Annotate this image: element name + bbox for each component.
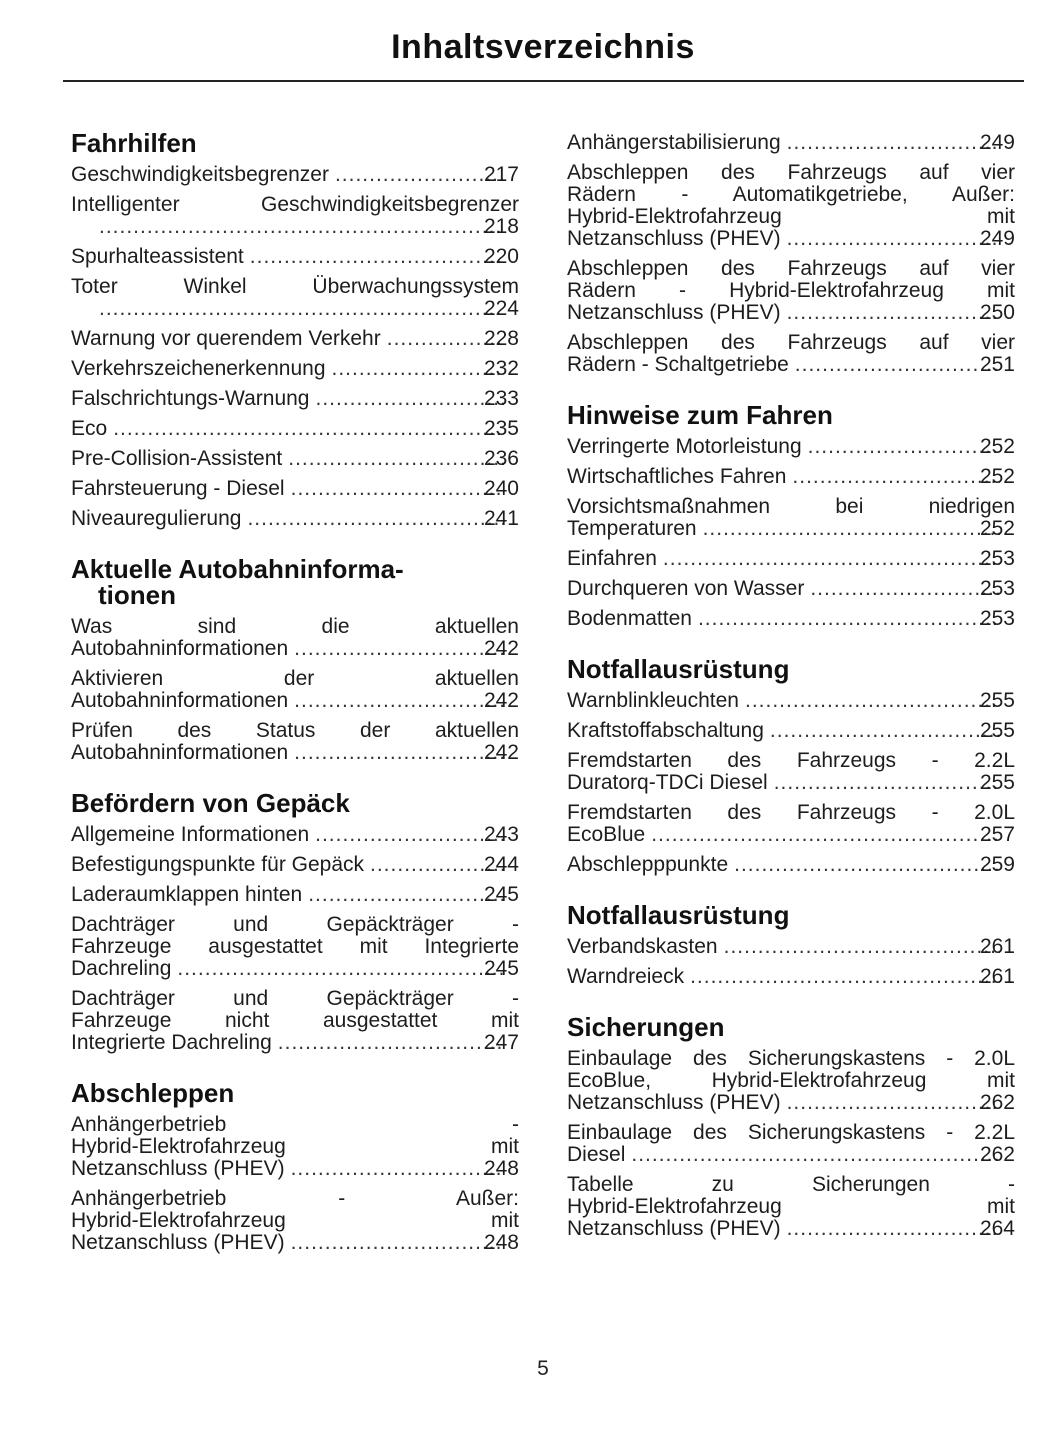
section-heading-notfallausruestung: Notfallausrüstung: [567, 654, 790, 684]
toc-entry[interactable]: [71, 824, 519, 846]
entry-last-line: [93, 216, 519, 238]
entry-title-line: Abschleppen des Fahrzeugs auf vier: [567, 257, 1015, 280]
entry-page-number: 261: [979, 965, 1015, 988]
dot-leader: [734, 854, 1000, 876]
entry-page-number: 249: [979, 131, 1015, 154]
dot-leader: [247, 508, 504, 530]
toc-section: [567, 656, 1015, 876]
entry-title-text: Duratorq-TDCi Diesel: [567, 771, 768, 794]
toc-entry[interactable]: [71, 194, 519, 238]
toc-section: [71, 1080, 519, 1254]
dot-leader: [315, 824, 504, 846]
entry-page-number: 242: [483, 637, 519, 660]
entry-last-line: [71, 417, 519, 440]
entry-page-number: 259: [979, 853, 1015, 876]
section-heading-aktuelle-autobahninforma-tionen: Aktuelle Autobahninforma- tionen: [71, 554, 404, 610]
toc-entry[interactable]: [567, 802, 1015, 846]
toc-entry[interactable]: [567, 258, 1015, 324]
entry-last-line: [567, 719, 1015, 742]
dot-leader: [99, 216, 504, 238]
section-heading-notfallausruestung: Notfallausrüstung: [567, 900, 790, 930]
entry-last-line: [71, 1031, 519, 1054]
toc-entry[interactable]: [71, 508, 519, 530]
entry-title-line: Fremdstarten des Fahrzeugs - 2.2L: [567, 749, 1015, 772]
entry-last-line: [71, 245, 519, 268]
entry-title-text: Kraftstoffabschaltung: [567, 719, 764, 742]
toc-right-column: [567, 124, 1015, 1266]
entry-title-text: Wirtschaftliches Fahren: [567, 465, 787, 488]
entry-page-number: 250: [979, 301, 1015, 324]
dot-leader: [335, 164, 504, 186]
entry-title-text: Falschrichtungs-Warnung: [71, 387, 310, 410]
dot-leader: [792, 466, 1000, 488]
entry-title-text: Niveauregulierung: [71, 507, 242, 530]
entry-last-line: [567, 1217, 1015, 1240]
toc-section: [71, 130, 519, 530]
dot-leader: [774, 772, 1000, 794]
entry-last-line: [71, 957, 519, 980]
section-heading-abschleppen: Abschleppen: [71, 1078, 235, 1108]
entry-title-line: Hybrid-Elektrofahrzeug mit: [567, 205, 1015, 228]
toc-entry[interactable]: [567, 854, 1015, 876]
entry-page-number: 248: [483, 1157, 519, 1180]
entry-last-line: [71, 853, 519, 876]
entry-last-line: [71, 507, 519, 530]
dot-leader: [316, 388, 504, 410]
entry-title-text: Warnung vor querendem Verkehr: [71, 327, 381, 350]
dot-leader: [787, 1218, 1000, 1240]
entry-page-number: 261: [979, 935, 1015, 958]
entry-page-number: 247: [483, 1031, 519, 1054]
toc-entry[interactable]: [567, 1048, 1015, 1114]
entry-title-line: Fremdstarten des Fahrzeugs - 2.0L: [567, 801, 1015, 824]
entry-title-text: Verbandskasten: [567, 935, 718, 958]
entry-page-number: 252: [979, 517, 1015, 540]
section-heading-sicherungen: Sicherungen: [567, 1012, 725, 1042]
section-heading-fahrhilfen: Fahrhilfen: [71, 128, 197, 158]
toc-entry[interactable]: [71, 448, 519, 470]
entry-last-line: [567, 935, 1015, 958]
entry-title-text: EcoBlue: [567, 823, 646, 846]
entry-last-line: [71, 327, 519, 350]
entry-page-number: 220: [483, 245, 519, 268]
entry-title-text: Netzanschluss (PHEV): [567, 1091, 781, 1114]
entry-title-line: Prüfen des Status der aktuellen: [71, 719, 519, 742]
dot-leader: [787, 1092, 1000, 1114]
entry-page-number: 264: [979, 1217, 1015, 1240]
entry-title-text: Dachreling: [71, 957, 172, 980]
entry-title-text: Spurhalteassistent: [71, 245, 244, 268]
entry-title-line: Was sind die aktuellen: [71, 615, 519, 638]
entry-last-line: [567, 1143, 1015, 1166]
entry-title-text: Eco: [71, 417, 108, 440]
entry-title-text: Autobahninformationen: [71, 637, 289, 660]
dot-leader: [294, 742, 504, 764]
toc-entry[interactable]: [71, 720, 519, 764]
toc-entry[interactable]: [567, 1174, 1015, 1240]
entry-last-line: [567, 577, 1015, 600]
dot-leader: [663, 548, 1000, 570]
dot-leader: [278, 1032, 504, 1054]
entry-title-text: Warnblinkleuchten: [567, 689, 739, 712]
entry-page-number: 217: [483, 163, 519, 186]
entry-page-number: 233: [483, 387, 519, 410]
entry-title-text: Autobahninformationen: [71, 689, 289, 712]
entry-title-line: Toter Winkel Überwachungssystem: [71, 275, 519, 298]
entry-last-line: [567, 689, 1015, 712]
entry-last-line: [567, 301, 1015, 324]
entry-last-line: [567, 823, 1015, 846]
entry-last-line: [567, 435, 1015, 458]
entry-page-number: 251: [979, 353, 1015, 376]
entry-title-line: Anhängerbetrieb -: [71, 1113, 519, 1136]
toc-entry[interactable]: [71, 616, 519, 660]
entry-title-line: Abschleppen des Fahrzeugs auf vier: [567, 161, 1015, 184]
entry-title-text: Befestigungspunkte für Gepäck: [71, 853, 365, 876]
entry-title-line: EcoBlue, Hybrid-Elektrofahrzeug mit: [567, 1069, 1015, 1092]
dot-leader: [288, 448, 504, 470]
toc-entry[interactable]: [567, 548, 1015, 570]
entry-page-number: 249: [979, 227, 1015, 250]
entry-page-number: 224: [483, 297, 519, 320]
entry-title-text: Verkehrszeichenerkennung: [71, 357, 326, 380]
dot-leader: [651, 824, 1000, 846]
toc-entry[interactable]: [71, 884, 519, 906]
toc-section: [567, 1014, 1015, 1240]
dot-leader: [308, 884, 504, 906]
entry-title-line: Abschleppen des Fahrzeugs auf vier: [567, 331, 1015, 354]
toc-entry[interactable]: [71, 328, 519, 350]
dot-leader: [291, 478, 504, 500]
toc-entry[interactable]: [71, 246, 519, 268]
dot-leader: [631, 1144, 1000, 1166]
dot-leader: [787, 228, 1000, 250]
entry-page-number: 243: [483, 823, 519, 846]
entry-page-number: 257: [979, 823, 1015, 846]
entry-page-number: 245: [483, 883, 519, 906]
entry-last-line: [71, 477, 519, 500]
toc-entry[interactable]: [567, 750, 1015, 794]
section-heading-hinweise-zum-fahren: Hinweise zum Fahren: [567, 400, 833, 430]
toc-entry[interactable]: [71, 914, 519, 980]
entry-title-text: Verringerte Motorleistung: [567, 435, 802, 458]
toc-entry[interactable]: [71, 988, 519, 1054]
entry-title-text: Anhängerstabilisierung: [567, 131, 781, 154]
toc-entry[interactable]: [567, 690, 1015, 712]
entry-title-text: Einfahren: [567, 547, 657, 570]
entry-last-line: [71, 163, 519, 186]
toc-entry[interactable]: [71, 668, 519, 712]
entry-last-line: [567, 517, 1015, 540]
entry-title-line: Hybrid-Elektrofahrzeug mit: [71, 1135, 519, 1158]
toc-left-column: [71, 124, 519, 1280]
dot-leader: [745, 690, 1000, 712]
entry-title-line: Hybrid-Elektrofahrzeug mit: [567, 1195, 1015, 1218]
entry-last-line: [567, 131, 1015, 154]
dot-leader: [250, 246, 504, 268]
entry-title-text: Netzanschluss (PHEV): [567, 301, 781, 324]
entry-title-text: Fahrsteuerung - Diesel: [71, 477, 285, 500]
dot-leader: [332, 358, 504, 380]
entry-title-line: Fahrzeuge nicht ausgestattet mit: [71, 1009, 519, 1032]
entry-last-line: [71, 689, 519, 712]
toc-entry[interactable]: [567, 936, 1015, 958]
toc-entry[interactable]: [567, 1122, 1015, 1166]
toc-entry[interactable]: [71, 276, 519, 320]
entry-page-number: 218: [483, 215, 519, 238]
entry-title-line: Dachträger und Gepäckträger -: [71, 987, 519, 1010]
entry-page-number: 262: [979, 1091, 1015, 1114]
toc-entry[interactable]: [71, 1188, 519, 1254]
entry-title-line: Fahrzeuge ausgestattet mit Integrierte: [71, 935, 519, 958]
entry-page-number: 248: [483, 1231, 519, 1254]
dot-leader: [177, 958, 504, 980]
entry-last-line: [567, 227, 1015, 250]
entry-last-line: [567, 465, 1015, 488]
entry-title-text: Bodenmatten: [567, 607, 692, 630]
entry-last-line: [71, 741, 519, 764]
entry-last-line: [71, 447, 519, 470]
toc-entry[interactable]: [71, 854, 519, 876]
entry-page-number: 255: [979, 719, 1015, 742]
entry-page-number: 244: [483, 853, 519, 876]
entry-page-number: 255: [979, 689, 1015, 712]
title-divider: [63, 80, 1024, 82]
dot-leader: [787, 302, 1000, 324]
entry-page-number: 252: [979, 435, 1015, 458]
entry-last-line: [567, 353, 1015, 376]
entry-title-text: Pre-Collision-Assistent: [71, 447, 283, 470]
toc-section: [567, 402, 1015, 630]
entry-last-line: [71, 883, 519, 906]
entry-last-line: [567, 547, 1015, 570]
dot-leader: [294, 638, 504, 660]
entry-page-number: 253: [979, 577, 1015, 600]
entry-last-line: [71, 357, 519, 380]
entry-title-line: Vorsichtsmaßnahmen bei niedrigen: [567, 495, 1015, 518]
entry-title-text: Diesel: [567, 1143, 626, 1166]
entry-title-line: Einbaulage des Sicherungskastens - 2.2L: [567, 1121, 1015, 1144]
entry-page-number: 253: [979, 547, 1015, 570]
entry-title-text: Netzanschluss (PHEV): [567, 1217, 781, 1240]
entry-page-number: 236: [483, 447, 519, 470]
entry-title-line: Aktivieren der aktuellen: [71, 667, 519, 690]
entry-page-number: 242: [483, 741, 519, 764]
entry-title-text: Durchqueren von Wasser: [567, 577, 805, 600]
dot-leader: [808, 436, 1000, 458]
dot-leader: [703, 518, 1000, 540]
toc-section: [71, 556, 519, 764]
entry-title-text: Netzanschluss (PHEV): [71, 1157, 285, 1180]
dot-leader: [113, 418, 504, 440]
section-heading-befoerdern-von-gepaeck: Befördern von Gepäck: [71, 788, 350, 818]
toc-entry[interactable]: [567, 466, 1015, 488]
toc-section: [71, 790, 519, 1054]
entry-title-text: Laderaumklappen hinten: [71, 883, 303, 906]
entry-page-number: 245: [483, 957, 519, 980]
page-number: 5: [537, 1357, 549, 1380]
dot-leader: [690, 966, 1000, 988]
entry-title-line: Anhängerbetrieb - Außer:: [71, 1187, 519, 1210]
entry-last-line: [567, 1091, 1015, 1114]
entry-page-number: 242: [483, 689, 519, 712]
toc-entry[interactable]: [567, 436, 1015, 458]
entry-title-line: Dachträger und Gepäckträger -: [71, 913, 519, 936]
toc-entry[interactable]: [567, 332, 1015, 376]
entry-page-number: 255: [979, 771, 1015, 794]
dot-leader: [698, 608, 1000, 630]
entry-title-line: Einbaulage des Sicherungskastens - 2.0L: [567, 1047, 1015, 1070]
toc-entry[interactable]: [567, 966, 1015, 988]
toc-entry[interactable]: [567, 496, 1015, 540]
dot-leader: [810, 578, 1000, 600]
entry-title-text: Temperaturen: [567, 517, 697, 540]
dot-leader: [99, 298, 504, 320]
entry-last-line: [567, 853, 1015, 876]
entry-title-text: Geschwindigkeitsbegrenzer: [71, 163, 329, 186]
dot-leader: [294, 690, 504, 712]
page-title: Inhaltsverzeichnis: [391, 28, 695, 66]
entry-title-line: Rädern - Automatikgetriebe, Außer:: [567, 183, 1015, 206]
entry-page-number: 241: [483, 507, 519, 530]
entry-last-line: [71, 823, 519, 846]
entry-title-text: Allgemeine Informationen: [71, 823, 310, 846]
entry-page-number: 228: [483, 327, 519, 350]
entry-page-number: 262: [979, 1143, 1015, 1166]
dot-leader: [787, 132, 1000, 154]
toc-entry[interactable]: [71, 164, 519, 186]
dot-leader: [291, 1158, 504, 1180]
entry-last-line: [71, 1231, 519, 1254]
dot-leader: [770, 720, 1000, 742]
entry-page-number: 252: [979, 465, 1015, 488]
entry-page-number: 235: [483, 417, 519, 440]
entry-title-text: Warndreieck: [567, 965, 685, 988]
entry-title-text: Autobahninformationen: [71, 741, 289, 764]
entry-title-line: Intelligenter Geschwindigkeitsbegrenzer: [71, 193, 519, 216]
toc-entry[interactable]: [567, 162, 1015, 250]
entry-title-line: Hybrid-Elektrofahrzeug mit: [71, 1209, 519, 1232]
toc-entry[interactable]: [71, 1114, 519, 1180]
dot-leader: [291, 1232, 504, 1254]
toc-entry[interactable]: [71, 388, 519, 410]
entry-last-line: [71, 637, 519, 660]
entry-title-text: Netzanschluss (PHEV): [71, 1231, 285, 1254]
entry-title-line: Tabelle zu Sicherungen -: [567, 1173, 1015, 1196]
toc-section: [567, 132, 1015, 376]
entry-last-line: [93, 298, 519, 320]
dot-leader: [795, 354, 1000, 376]
entry-page-number: 253: [979, 607, 1015, 630]
entry-page-number: 232: [483, 357, 519, 380]
entry-last-line: [567, 965, 1015, 988]
entry-last-line: [567, 771, 1015, 794]
toc-entry[interactable]: [71, 358, 519, 380]
toc-entry[interactable]: [71, 418, 519, 440]
entry-last-line: [567, 607, 1015, 630]
entry-title-text: Rädern - Schaltgetriebe: [567, 353, 789, 376]
toc-entry[interactable]: [567, 578, 1015, 600]
toc-entry[interactable]: [567, 132, 1015, 154]
entry-title-text: Abschlepppunkte: [567, 853, 729, 876]
entry-title-text: Integrierte Dachreling: [71, 1031, 272, 1054]
entry-last-line: [71, 1157, 519, 1180]
entry-page-number: 240: [483, 477, 519, 500]
dot-leader: [724, 936, 1000, 958]
entry-title-line: Rädern - Hybrid-Elektrofahrzeug mit: [567, 279, 1015, 302]
toc-section: [567, 902, 1015, 988]
toc-entry[interactable]: [567, 608, 1015, 630]
toc-entry[interactable]: [71, 478, 519, 500]
entry-title-text: Netzanschluss (PHEV): [567, 227, 781, 250]
toc-entry[interactable]: [567, 720, 1015, 742]
entry-last-line: [71, 387, 519, 410]
